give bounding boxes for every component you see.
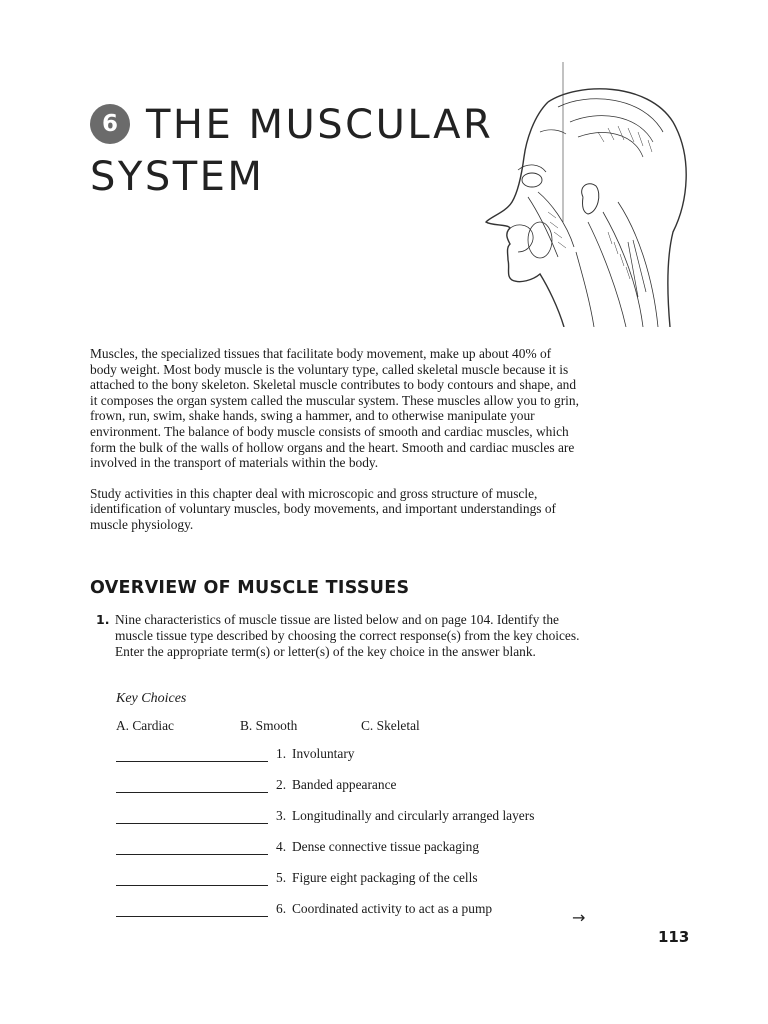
- item-text: Dense connective tissue packaging: [292, 839, 480, 854]
- answer-blank[interactable]: [116, 885, 268, 886]
- answer-blank[interactable]: [116, 854, 268, 855]
- head-muscles-illustration-icon: [478, 62, 708, 327]
- item-number: 2.: [276, 777, 287, 792]
- key-choice-a: A. Cardiac: [116, 718, 175, 733]
- answer-blank[interactable]: [116, 916, 268, 917]
- continue-arrow-icon: →: [572, 908, 586, 927]
- key-choice-b: B. Smooth: [240, 718, 298, 733]
- item-number: 1.: [276, 746, 287, 761]
- item-number: 6.: [276, 901, 287, 916]
- item-text: Involuntary: [292, 746, 355, 761]
- chapter-title-line2: SYSTEM: [90, 154, 265, 200]
- intro-paragraph-2: Study activities in this chapter deal with microscopic and gross structure of muscle, identification of voluntary muscles, body movements, and important understandings of muscle physiology.: [90, 485, 556, 532]
- key-choice-c: C. Skeletal: [361, 718, 420, 733]
- answer-row: [116, 808, 596, 828]
- item-text: Coordinated activity to act as a pump: [292, 901, 493, 916]
- answer-row: [116, 839, 596, 859]
- answer-row: [116, 901, 596, 921]
- item-number: 5.: [276, 870, 287, 885]
- answer-blank[interactable]: [116, 761, 268, 762]
- question-text: Nine characteristics of muscle tissue are listed below and on page 104. Identify the muscle tissue type described by choosing the correct response(s) from the key choices. Enter the appropriate term(s) or letter(s) of the key choice in the answer blank.: [115, 612, 580, 659]
- item-text: Figure eight packaging of the cells: [292, 870, 478, 885]
- section-heading: OVERVIEW OF MUSCLE TISSUES: [90, 578, 410, 598]
- answer-row: [116, 870, 596, 890]
- question-1: [96, 612, 596, 659]
- item-text: Longitudinally and circularly arranged layers: [292, 808, 535, 823]
- item-number: 4.: [276, 839, 287, 854]
- key-choices-label: Key Choices: [116, 691, 187, 706]
- answer-row: [116, 777, 596, 797]
- answer-blank[interactable]: [116, 823, 268, 824]
- item-text: Banded appearance: [292, 777, 397, 792]
- question-number: 1.: [96, 612, 110, 627]
- intro-text: [90, 346, 580, 548]
- chapter-title-line1: THE MUSCULAR: [146, 102, 494, 148]
- answer-blank[interactable]: [116, 792, 268, 793]
- answer-row: [116, 746, 596, 766]
- item-number: 3.: [276, 808, 287, 823]
- intro-paragraph-1: Muscles, the specialized tissues that facilitate body movement, make up about 40% of body weight. Most body muscle is the voluntary type, called skeletal muscle because it is attached to the bony skeleton. Skeletal muscle contributes to body contours and shape, and it composes the organ system called the muscular system. These muscles allow you to grin, frown, run, swim, shake hands, swing a hammer, and to otherwise manipulate your environment. The balance of body muscle consists of smooth and cardiac muscles, which form the bulk of the walls of hollow organs and the heart. Smooth and cardiac muscles are involved in the transport of materials within the body.: [90, 346, 579, 471]
- chapter-number-badge: 6: [90, 104, 130, 144]
- page-number: 113: [658, 928, 690, 946]
